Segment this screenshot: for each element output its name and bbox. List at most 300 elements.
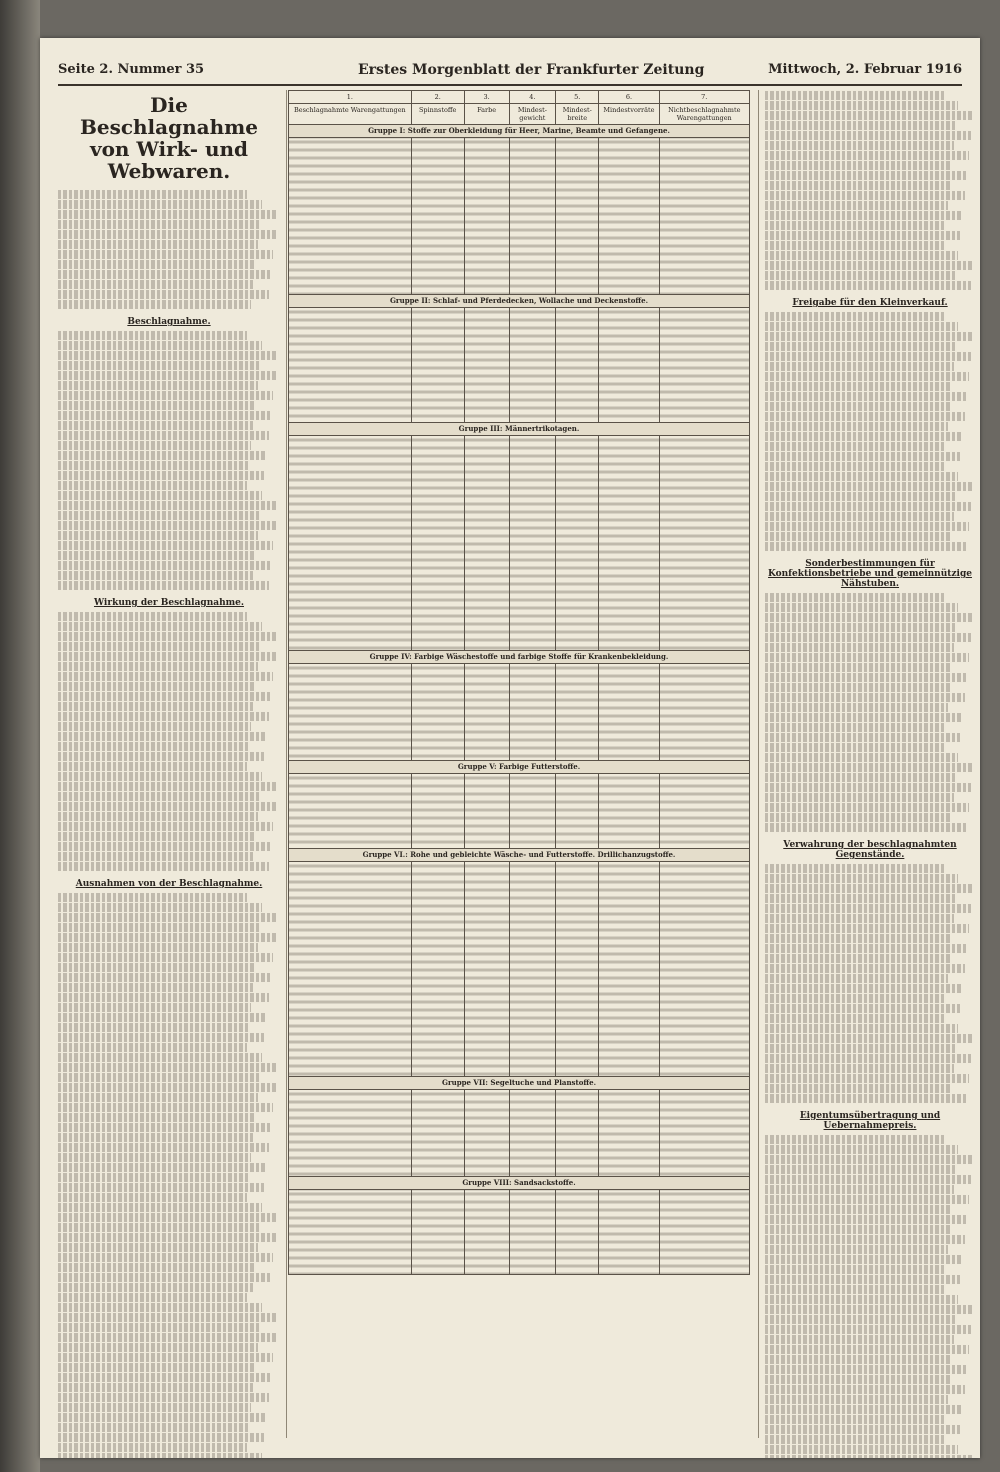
group-heading: Gruppe III: Männertrikotagen. (289, 423, 750, 436)
text-line (765, 773, 956, 782)
text-line (58, 341, 262, 350)
text-line (765, 643, 954, 652)
text-line (765, 914, 954, 923)
text-line (58, 441, 251, 450)
text-line (765, 372, 969, 381)
text-line (765, 522, 969, 531)
text-line (765, 151, 969, 160)
table-cell (411, 308, 464, 423)
text-line (58, 1183, 264, 1192)
column-header: Farbe (464, 104, 509, 125)
text-line (765, 1435, 944, 1444)
text-line (58, 1143, 269, 1152)
text-line (58, 1433, 264, 1442)
table-cell (289, 1090, 412, 1177)
text-line (765, 1094, 967, 1103)
text-line (58, 411, 271, 420)
text-line (765, 743, 944, 752)
table-cell (659, 774, 750, 849)
group-heading: Gruppe I: Stoffe zur Oberkleidung für Heer, Marine, Beamte und Gefangene. (289, 125, 750, 138)
text-line (765, 904, 971, 913)
date-line: Mittwoch, 2. Februar 1916 (768, 62, 962, 77)
table-cell (599, 1190, 659, 1275)
text-line (58, 361, 260, 370)
text-line (765, 964, 965, 973)
text-line (765, 472, 958, 481)
table-cell (464, 308, 509, 423)
text-line (58, 401, 256, 410)
text-line (58, 1383, 253, 1392)
text-line (765, 1345, 969, 1354)
text-line (765, 954, 950, 963)
text-line (765, 1295, 958, 1304)
text-line (58, 561, 271, 570)
text-line (765, 1205, 952, 1214)
text-line (58, 1073, 260, 1082)
text-line (58, 672, 273, 681)
text-line (765, 161, 952, 170)
text-line (765, 1034, 973, 1043)
text-line (58, 1413, 267, 1422)
text-line (58, 963, 256, 972)
text-line (58, 581, 269, 590)
text-line (58, 943, 258, 952)
table-cell (289, 308, 412, 423)
table-cell (411, 774, 464, 849)
text-line (765, 362, 954, 371)
regulation-table (288, 90, 750, 1275)
text-line (58, 1223, 260, 1232)
text-line (765, 924, 969, 933)
text-line (765, 402, 950, 411)
table-cell (464, 436, 509, 651)
text-line (58, 642, 260, 651)
text-line (765, 1014, 944, 1023)
text-line (58, 973, 271, 982)
text-line (765, 793, 954, 802)
text-line (765, 994, 946, 1003)
text-line (765, 312, 944, 321)
text-line (58, 812, 258, 821)
text-line (58, 1023, 249, 1032)
text-line (765, 1175, 971, 1184)
text-line (765, 482, 973, 491)
text-line (765, 101, 958, 110)
text-line (58, 632, 278, 641)
text-line (765, 974, 948, 983)
table-cell (509, 774, 556, 849)
text-line (765, 241, 944, 250)
table-cell (599, 774, 659, 849)
table-cell (411, 1090, 464, 1177)
text-line (765, 1024, 958, 1033)
text-line (58, 1053, 262, 1062)
table-cell (556, 862, 599, 1077)
text-line (58, 331, 247, 340)
text-line (58, 953, 273, 962)
text-line (58, 220, 260, 229)
table-cell (556, 1090, 599, 1177)
text-line (765, 201, 948, 210)
text-line (58, 1133, 253, 1142)
text-line (765, 1185, 954, 1194)
text-line (765, 1235, 965, 1244)
text-line (58, 1363, 256, 1372)
text-line (765, 1455, 973, 1458)
page-header (58, 60, 962, 86)
text-line (765, 442, 946, 451)
text-line (58, 451, 267, 460)
right-article-column (758, 90, 975, 1438)
text-line (765, 191, 965, 200)
table-cell (289, 436, 412, 651)
text-line (765, 512, 954, 521)
column-header: Mindest-gewicht (509, 104, 556, 125)
table-cell (659, 1190, 750, 1275)
text-line (765, 1135, 944, 1144)
text-line (765, 593, 944, 602)
table-cell (509, 1190, 556, 1275)
table-cell (556, 308, 599, 423)
column-number: 5. (556, 91, 599, 104)
section-heading: Beschlagnahme. (127, 317, 211, 327)
newspaper-page (40, 38, 980, 1458)
table-cell (289, 138, 412, 295)
text-line (58, 290, 269, 299)
text-line (765, 1285, 944, 1294)
text-line (765, 874, 958, 883)
text-line (58, 1013, 267, 1022)
text-line (765, 623, 956, 632)
left-article-column (58, 90, 287, 1438)
text-line (58, 371, 276, 380)
text-line (765, 532, 952, 541)
table-cell (599, 138, 659, 295)
text-line (765, 864, 944, 873)
text-line (58, 832, 256, 841)
text-line (765, 1315, 956, 1324)
text-line (58, 1163, 267, 1172)
text-line (58, 1333, 276, 1342)
text-line (765, 753, 958, 762)
text-line (765, 763, 973, 772)
section-heading: Ausnahmen von der Beschlagnahme. (75, 879, 263, 889)
text-line (58, 822, 273, 831)
text-line (765, 1415, 946, 1424)
text-line (765, 1084, 952, 1093)
text-line (58, 1423, 249, 1432)
table-cell (659, 436, 750, 651)
text-line (58, 421, 253, 430)
article-body (58, 190, 280, 1458)
text-line (58, 1373, 271, 1382)
text-line (765, 934, 952, 943)
text-line (58, 1193, 247, 1202)
table-cell (659, 308, 750, 423)
text-line (58, 652, 276, 661)
text-line (765, 703, 948, 712)
text-line (765, 1165, 956, 1174)
column-number: 3. (464, 91, 509, 104)
text-line (765, 462, 944, 471)
text-line (58, 1323, 260, 1332)
text-line (765, 432, 962, 441)
text-line (765, 984, 962, 993)
text-line (765, 613, 973, 622)
column-number: 7. (659, 91, 750, 104)
text-line (765, 211, 962, 220)
table-cell (289, 862, 412, 1077)
text-line (58, 1093, 258, 1102)
text-line (765, 653, 969, 662)
text-line (58, 893, 247, 902)
text-line (765, 693, 965, 702)
text-line (765, 111, 973, 120)
table-cell (599, 664, 659, 761)
text-line (765, 823, 967, 832)
section-heading: Eigentumsübertragung und Uebernahmepreis. (799, 1111, 941, 1131)
text-line (765, 121, 956, 130)
text-line (58, 842, 271, 851)
section-heading: Sonderbestimmungen für Konfektionsbetriebe und gemeinnützige Nähstuben. (768, 559, 972, 589)
text-line (765, 502, 971, 511)
section-heading: Verwahrung der beschlagnahmten Gegenstände. (783, 840, 957, 860)
text-line (765, 1425, 960, 1434)
text-line (765, 713, 962, 722)
text-line (765, 542, 967, 551)
text-line (58, 1293, 247, 1302)
text-line (58, 923, 260, 932)
text-line (58, 1403, 251, 1412)
text-line (58, 1303, 262, 1312)
column-header: Mindestvorräte (599, 104, 659, 125)
table-cell (599, 308, 659, 423)
text-line (765, 1074, 969, 1083)
table-cell (289, 664, 412, 761)
text-line (58, 1043, 247, 1052)
page-number: Seite 2. Nummer 35 (58, 62, 205, 77)
text-line (58, 702, 253, 711)
regulation-table-column (288, 90, 750, 1438)
text-line (58, 933, 276, 942)
text-line (58, 752, 264, 761)
column-number: 2. (411, 91, 464, 104)
column-header: Mindest-breite (556, 104, 599, 125)
text-line (58, 662, 258, 671)
table-cell (556, 436, 599, 651)
table-cell (556, 664, 599, 761)
text-line (58, 210, 278, 219)
text-line (58, 381, 258, 390)
text-line (58, 190, 247, 199)
text-line (58, 1453, 262, 1458)
group-heading: Gruppe V: Farbige Futterstoffe. (289, 761, 750, 774)
text-line (58, 1003, 251, 1012)
text-line (765, 1365, 967, 1374)
text-line (765, 723, 946, 732)
text-line (58, 622, 262, 631)
text-line (765, 1145, 958, 1154)
table-cell (509, 308, 556, 423)
text-line (765, 1335, 954, 1344)
section-heading: Wirkung der Beschlagnahme. (93, 598, 245, 608)
text-line (765, 342, 956, 351)
text-line (765, 944, 967, 953)
text-line (58, 1103, 273, 1112)
text-line (765, 271, 956, 280)
group-heading: Gruppe IV: Farbige Wäschestoffe und farbige Stoffe für Krankenbekleidung. (289, 651, 750, 664)
text-line (58, 762, 247, 771)
text-line (58, 1213, 278, 1222)
text-line (765, 1004, 960, 1013)
text-line (765, 171, 967, 180)
text-line (765, 1405, 962, 1414)
table-cell (411, 862, 464, 1077)
table-cell (411, 436, 464, 651)
table-cell (599, 862, 659, 1077)
text-line (765, 1445, 958, 1454)
text-line (765, 1245, 948, 1254)
text-line (58, 1263, 256, 1272)
text-line (58, 260, 256, 269)
text-line (765, 131, 971, 140)
text-line (765, 633, 971, 642)
column-number: 1. (289, 91, 412, 104)
text-line (58, 692, 271, 701)
text-line (58, 682, 256, 691)
text-line (765, 422, 948, 431)
text-line (58, 742, 249, 751)
text-line (58, 1443, 247, 1452)
column-header: Beschlagnahmte Warengattungen (289, 104, 412, 125)
text-line (58, 712, 269, 721)
text-line (58, 1253, 273, 1262)
table-cell (464, 862, 509, 1077)
text-line (58, 1173, 249, 1182)
table-cell (556, 774, 599, 849)
table-cell (464, 1090, 509, 1177)
text-line (58, 501, 278, 510)
masthead: Erstes Morgenblatt der Frankfurter Zeitung (358, 62, 705, 78)
text-line (765, 733, 960, 742)
text-line (58, 903, 262, 912)
text-line (765, 322, 958, 331)
text-line (58, 551, 256, 560)
text-line (58, 200, 262, 209)
table-cell (289, 1190, 412, 1275)
section-heading: Freigabe für den Kleinverkauf. (792, 298, 948, 308)
text-line (765, 382, 952, 391)
text-line (58, 240, 258, 249)
table-cell (464, 1190, 509, 1275)
text-line (58, 391, 273, 400)
group-heading: Gruppe VI.: Rohe und gebleichte Wäsche- und Futterstoffe. Drillichanzugstoffe. (289, 849, 750, 862)
text-line (765, 1054, 971, 1063)
text-line (765, 783, 971, 792)
table-cell (464, 138, 509, 295)
column-number: 4. (509, 91, 556, 104)
text-line (765, 894, 956, 903)
text-line (58, 250, 273, 259)
text-line (765, 1385, 965, 1394)
text-line (765, 1255, 962, 1264)
table-cell (411, 1190, 464, 1275)
text-line (765, 1195, 969, 1204)
table-cell (659, 862, 750, 1077)
text-line (765, 91, 944, 100)
text-line (765, 1155, 973, 1164)
right-article-body (765, 91, 975, 1458)
text-line (765, 281, 971, 290)
text-line (765, 884, 973, 893)
table-cell (509, 664, 556, 761)
column-header: Spinnstoffe (411, 104, 464, 125)
table-cell (464, 664, 509, 761)
text-line (58, 983, 253, 992)
text-line (765, 231, 960, 240)
text-line (765, 673, 967, 682)
table-cell (556, 1190, 599, 1275)
table-cell (599, 436, 659, 651)
text-line (58, 491, 262, 500)
text-line (765, 392, 967, 401)
text-line (765, 1395, 948, 1404)
text-line (58, 782, 278, 791)
text-line (58, 531, 258, 540)
text-line (765, 221, 946, 230)
text-line (765, 1275, 960, 1284)
text-line (58, 461, 249, 470)
text-line (765, 1265, 946, 1274)
text-line (58, 1123, 271, 1132)
text-line (58, 1233, 276, 1242)
text-line (58, 300, 251, 309)
text-line (765, 352, 971, 361)
text-line (58, 521, 276, 530)
text-line (765, 492, 956, 501)
text-line (58, 511, 260, 520)
text-line (58, 1313, 278, 1322)
text-line (58, 1153, 251, 1162)
text-line (765, 803, 969, 812)
text-line (58, 351, 278, 360)
text-line (765, 603, 958, 612)
article-title: Die Beschlagnahme von Wirk- und Webwaren. (79, 93, 259, 183)
text-line (58, 802, 276, 811)
table-cell (289, 774, 412, 849)
text-line (58, 270, 271, 279)
text-line (58, 993, 269, 1002)
text-line (58, 1283, 253, 1292)
text-line (58, 722, 251, 731)
text-line (765, 251, 958, 260)
text-line (765, 813, 952, 822)
text-line (58, 1063, 278, 1072)
table-cell (509, 436, 556, 651)
group-heading: Gruppe II: Schlaf- und Pferdedecken, Wollache und Deckenstoffe. (289, 295, 750, 308)
table-cell (411, 138, 464, 295)
text-line (58, 481, 247, 490)
text-line (58, 792, 260, 801)
text-line (765, 1355, 952, 1364)
text-line (58, 431, 269, 440)
text-line (58, 280, 253, 289)
text-line (58, 852, 253, 861)
text-line (58, 1033, 264, 1042)
text-line (765, 1375, 950, 1384)
text-line (58, 571, 253, 580)
text-line (58, 471, 264, 480)
